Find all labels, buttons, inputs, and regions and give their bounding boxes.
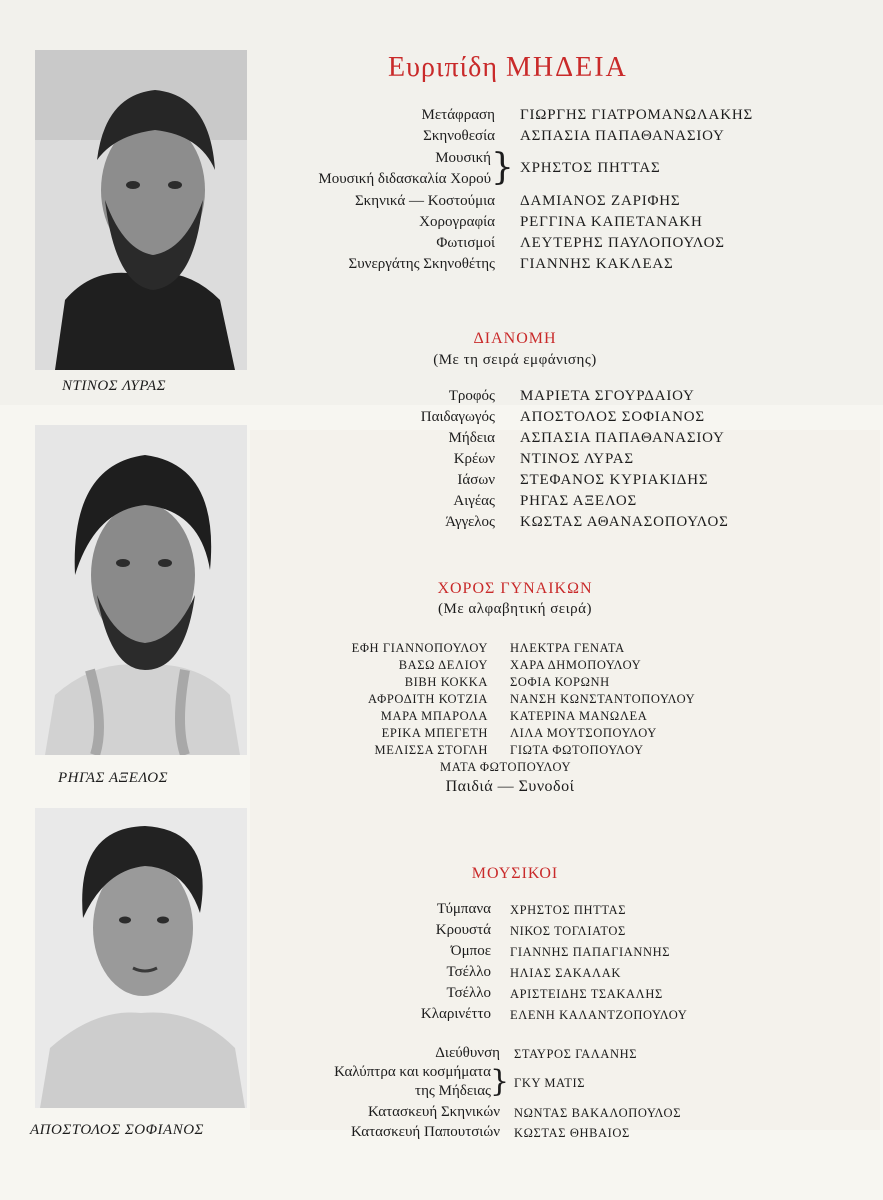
- chorus-member: ΚΑΤΕΡΙΝΑ ΜΑΝΩΛΕΑ: [510, 709, 648, 723]
- musician-name: ΑΡΙΣΤΕΙΔΗΣ ΤΣΑΚΑΛΗΣ: [510, 987, 663, 1001]
- cast-role: Τροφός: [448, 388, 495, 404]
- title-play: ΜΗΔΕΙΑ: [505, 52, 628, 83]
- credit-role: Μετάφραση: [421, 107, 495, 123]
- chorus-heading: ΧΟΡΟΣ ΓΥΝΑΙΚΩΝ: [437, 580, 593, 597]
- credit-name: ΧΡΗΣΤΟΣ ΠΗΤΤΑΣ: [520, 160, 661, 176]
- cast-role: Κρέων: [453, 451, 495, 467]
- musician-name: ΗΛΙΑΣ ΣΑΚΑΛΑΚ: [510, 966, 621, 980]
- musician-role: Τσέλλο: [446, 985, 491, 1001]
- title-author: Ευριπίδη: [388, 52, 498, 83]
- actor-photo-2: [35, 425, 247, 755]
- credit-name: ΔΑΜΙΑΝΟΣ ΖΑΡΙΦΗΣ: [520, 193, 681, 209]
- brace-icon: }: [490, 1064, 510, 1099]
- cast-name: ΑΣΠΑΣΙΑ ΠΑΠΑΘΑΝΑΣΙΟΥ: [520, 430, 725, 446]
- production-name: ΝΩΝΤΑΣ ΒΑΚΑΛΟΠΟΥΛΟΣ: [514, 1106, 682, 1120]
- cast-subheading: (Με τη σειρά εμφάνισης): [433, 352, 597, 368]
- chorus-member: ΜΑΡΑ ΜΠΑΡΟΛΑ: [380, 709, 488, 723]
- credit-role: Σκηνικά — Κοστούμια: [354, 193, 495, 209]
- credit-name: ΡΕΓΓΙΝΑ ΚΑΠΕΤΑΝΑΚΗ: [520, 214, 703, 230]
- cast-role: Μήδεια: [448, 430, 495, 446]
- chorus-member: ΛΙΛΑ ΜΟΥΤΣΟΠΟΥΛΟΥ: [510, 726, 657, 740]
- musician-role: Κλαρινέττο: [420, 1006, 491, 1022]
- photo-caption-3: ΑΠΟΣΤΟΛΟΣ ΣΟΦΙΑΝΟΣ: [30, 1122, 204, 1138]
- chorus-member: ΕΡΙΚΑ ΜΠΕΓΕΤΗ: [381, 726, 488, 740]
- production-role: Κατασκευή Παπουτσιών: [351, 1124, 500, 1140]
- chorus-member: ΒΙΒΗ ΚΟΚΚΑ: [404, 675, 488, 689]
- chorus-member: ΣΟΦΙΑ ΚΟΡΩΝΗ: [510, 675, 610, 689]
- chorus-member: ΑΦΡΟΔΙΤΗ ΚΟΤΖΙΑ: [368, 692, 488, 706]
- cast-heading: ΔΙΑΝΟΜΗ: [473, 330, 557, 347]
- chorus-member: ΧΑΡΑ ΔΗΜΟΠΟΥΛΟΥ: [510, 658, 642, 672]
- cast-name: ΑΠΟΣΤΟΛΟΣ ΣΟΦΙΑΝΟΣ: [520, 409, 705, 425]
- musician-name: ΝΙΚΟΣ ΤΟΓΛΙΑΤΟΣ: [510, 924, 626, 938]
- production-name: ΓΚΥ ΜΑΤΙΣ: [514, 1076, 586, 1090]
- credit-name: ΑΣΠΑΣΙΑ ΠΑΠΑΘΑΝΑΣΙΟΥ: [520, 128, 725, 144]
- musician-role: Όμποε: [450, 943, 491, 959]
- cast-name: ΜΑΡΙΕΤΑ ΣΓΟΥΡΔΑΙΟΥ: [520, 388, 695, 404]
- credit-role: Συνεργάτης Σκηνοθέτης: [348, 256, 495, 272]
- production-name: ΣΤΑΥΡΟΣ ΓΑΛΑΝΗΣ: [514, 1047, 638, 1061]
- musician-name: ΕΛΕΝΗ ΚΑΛΑΝΤΖΟΠΟΥΛΟΥ: [510, 1008, 688, 1022]
- cast-role: Άγγελος: [445, 514, 495, 530]
- chorus-member: ΕΦΗ ΓΙΑΝΝΟΠΟΥΛΟΥ: [351, 641, 488, 655]
- chorus-member: ΒΑΣΩ ΔΕΛΙΟΥ: [398, 658, 488, 672]
- cast-role: Ιάσων: [457, 472, 495, 488]
- production-role: Καλύπτρα και κοσμήματα: [334, 1064, 491, 1080]
- production-role: Κατασκευή Σκηνικών: [367, 1104, 500, 1120]
- musicians-heading: ΜΟΥΣΙΚΟΙ: [471, 865, 559, 882]
- page-title: [388, 52, 688, 84]
- actor-photo-3: [35, 808, 247, 1108]
- musician-role: Τύμπανα: [436, 901, 491, 917]
- credit-name: ΓΙΩΡΓΗΣ ΓΙΑΤΡΟΜΑΝΩΛΑΚΗΣ: [520, 107, 753, 123]
- musician-role: Τσέλλο: [446, 964, 491, 980]
- chorus-member: ΜΕΛΙΣΣΑ ΣΤΟΓΛΗ: [374, 743, 488, 757]
- cast-name: ΣΤΕΦΑΝΟΣ ΚΥΡΙΑΚΙΔΗΣ: [520, 472, 709, 488]
- photo-caption-1: ΝΤΙΝΟΣ ΛΥΡΑΣ: [62, 378, 167, 394]
- production-role: της Μήδειας: [415, 1083, 491, 1099]
- brace-icon: }: [491, 147, 514, 188]
- cast-name: ΚΩΣΤΑΣ ΑΘΑΝΑΣΟΠΟΥΛΟΣ: [520, 514, 729, 530]
- cast-role: Παιδαγωγός: [420, 409, 495, 425]
- musician-name: ΓΙΑΝΝΗΣ ΠΑΠΑΓΙΑΝΝΗΣ: [510, 945, 671, 959]
- credit-role: Φωτισμοί: [436, 235, 495, 251]
- credit-name: ΛΕΥΤΕΡΗΣ ΠΑΥΛΟΠΟΥΛΟΣ: [520, 235, 725, 251]
- production-name: ΚΩΣΤΑΣ ΘΗΒΑΙΟΣ: [514, 1126, 630, 1140]
- musician-name: ΧΡΗΣΤΟΣ ΠΗΤΤΑΣ: [510, 903, 627, 917]
- cast-role: Αιγέας: [453, 493, 495, 509]
- credit-role: Μουσική: [435, 150, 491, 166]
- musician-role: Κρουστά: [435, 922, 491, 938]
- children-line: Παιδιά — Συνοδοί: [445, 778, 575, 795]
- chorus-member: ΝΑΝΣΗ ΚΩΝΣΤΑΝΤΟΠΟΥΛΟΥ: [510, 692, 696, 706]
- chorus-member: ΓΙΩΤΑ ΦΩΤΟΠΟΥΛΟΥ: [510, 743, 644, 757]
- production-role: Διεύθυνση: [435, 1045, 500, 1061]
- actor-photo-1: [35, 50, 247, 370]
- credit-name: ΓΙΑΝΝΗΣ ΚΑΚΛΕΑΣ: [520, 256, 674, 272]
- cast-name: ΡΗΓΑΣ ΑΞΕΛΟΣ: [520, 493, 638, 509]
- photo-caption-2: ΡΗΓΑΣ ΑΞΕΛΟΣ: [58, 770, 169, 786]
- chorus-subheading: (Με αλφαβητική σειρά): [438, 601, 592, 617]
- credit-role: Χορογραφία: [419, 214, 495, 230]
- chorus-member: ΗΛΕΚΤΡΑ ΓΕΝΑΤΑ: [510, 641, 625, 655]
- credit-role: Μουσική διδασκαλία Χορού: [318, 171, 491, 187]
- chorus-member: ΜΑΤΑ ΦΩΤΟΠΟΥΛΟΥ: [440, 760, 572, 774]
- credit-role: Σκηνοθεσία: [423, 128, 495, 144]
- cast-name: ΝΤΙΝΟΣ ΛΥΡΑΣ: [520, 451, 634, 467]
